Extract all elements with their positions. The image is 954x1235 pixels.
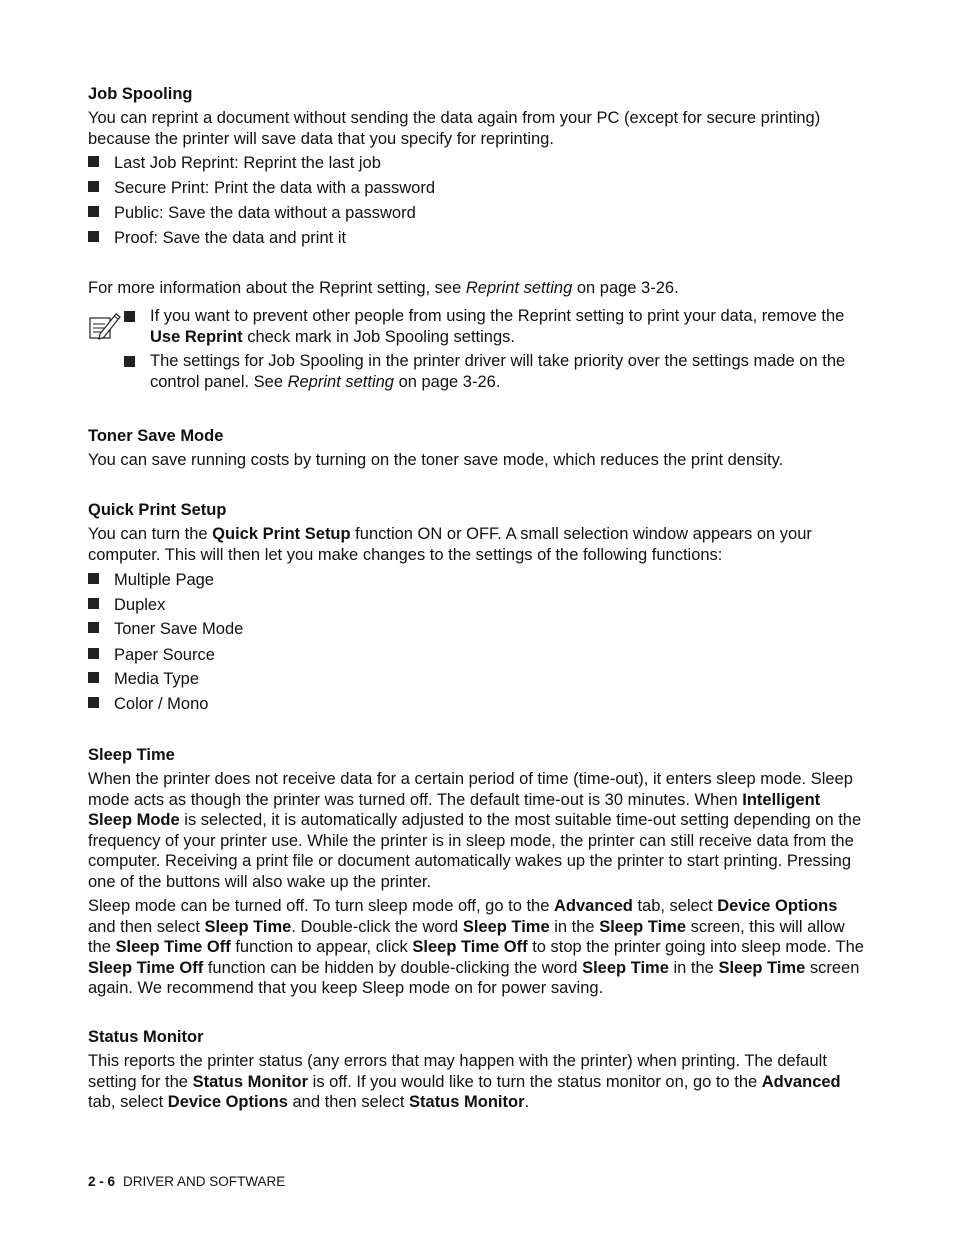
sleep-time-paragraph-2: [88, 896, 864, 999]
bold-term: Sleep Time Off: [412, 938, 528, 956]
toner-save-text: You can save running costs by turning on the toner save mode, which reduces the print density.: [88, 451, 784, 469]
list-item: Proof: Save the data and print it: [88, 228, 346, 248]
toner-save-heading: Toner Save Mode: [88, 427, 224, 445]
text-run: in the: [549, 917, 600, 936]
bullet-square-icon: [88, 573, 99, 584]
bullet-square-icon: [124, 356, 135, 367]
list-item: Toner Save Mode: [88, 619, 243, 639]
bullet-square-icon: [124, 311, 135, 322]
sleep-time-paragraph-1: When the printer does not receive data for a certain period of time (time-out), it enters sleep mode. Sleep mode acts as though the printer was turned off. The default time-out is 30 minutes. When Intelligent Sleep Mode is selected, it is automatically adjusted to the most suitable time-out setting depending on the frequency of your printer use. While the printer is in sleep mode, the printer can still receive data from the computer. Receiving a print file or document automatically wakes up the printer to start printing. Pressing one of the buttons will also wake up the printer.: [88, 770, 862, 891]
job-spooling-intro: You can reprint a document without sending the data again from your PC (except for secure printing) because the printer will save data that you specify for reprinting.: [88, 109, 821, 148]
text-run: function to appear, click: [230, 938, 413, 956]
bold-term: Advanced: [761, 1072, 841, 1091]
bold-term: Sleep Time: [718, 958, 806, 977]
status-monitor-paragraph: [88, 1051, 864, 1113]
text-run: to stop the printer going into sleep mode. The: [527, 938, 864, 956]
list-item: Color / Mono: [88, 694, 208, 714]
note-pencil-icon: [88, 310, 122, 342]
text-run: screen again. We recommend that you keep Sleep mode on for power saving.: [88, 958, 860, 997]
page-footer: [88, 1174, 285, 1190]
footer-section: DRIVER AND SOFTWARE: [123, 1174, 286, 1189]
bold-term: Status Monitor: [409, 1093, 525, 1111]
reprint-setting-link[interactable]: Reprint setting: [465, 279, 573, 297]
sleep-time-heading: Sleep Time: [88, 746, 175, 764]
job-spooling-heading: Job Spooling: [88, 85, 193, 103]
text-run: This reports the printer status (any errors that may happen with the printer) when printing. The default setting for the: [88, 1052, 827, 1091]
bold-term: Sleep Time: [204, 917, 292, 936]
bold-term: Device Options: [167, 1093, 288, 1111]
bold-term: Sleep Time Off: [88, 958, 204, 977]
text-run: screen, this will allow the: [88, 917, 845, 956]
bold-term: Status Monitor: [192, 1072, 309, 1091]
bold-term: Advanced: [554, 897, 633, 915]
bold-term: Sleep Time: [462, 917, 550, 936]
quick-print-heading: Quick Print Setup: [88, 501, 227, 519]
bullet-square-icon: [88, 231, 99, 242]
list-item: Secure Print: Print the data with a password: [88, 178, 435, 198]
bold-term: Sleep Time Off: [115, 938, 231, 956]
bold-term: Device Options: [717, 897, 838, 915]
text-run: in the: [668, 958, 719, 977]
list-item: Media Type: [88, 669, 199, 689]
bullet-square-icon: [88, 648, 99, 659]
page-number: 2 - 6: [88, 1174, 116, 1189]
quick-print-text: You can turn the Quick Print Setup function ON or OFF. A small selection window appears on your computer. This will then let you make changes to the settings of the following functions:: [88, 525, 812, 564]
bullet-square-icon: [88, 598, 99, 609]
text-run: tab, select: [632, 897, 718, 915]
status-monitor-heading: Status Monitor: [88, 1028, 204, 1046]
text-run: function can be hidden by double-clicking the word: [203, 958, 583, 977]
bullet-square-icon: [88, 697, 99, 708]
list-item: Paper Source: [88, 645, 215, 665]
reprint-setting-link[interactable]: Reprint setting: [287, 372, 394, 391]
bullet-square-icon: [88, 181, 99, 192]
text-run: is off. If you would like to turn the status monitor on, go to the: [308, 1072, 762, 1091]
bold-term: Sleep Time: [582, 958, 669, 977]
text-run: and then select: [287, 1093, 410, 1111]
text-run: Sleep mode can be turned off. To turn sleep mode off, go to the: [88, 897, 554, 915]
list-item: Public: Save the data without a password: [88, 203, 416, 223]
reprint-reference: For more information about the Reprint setting, see Reprint setting on page 3-26.: [88, 279, 679, 297]
bold-term: Sleep Time: [599, 917, 687, 936]
bullet-square-icon: [88, 672, 99, 683]
list-item: Last Job Reprint: Reprint the last job: [88, 153, 381, 173]
bullet-square-icon: [88, 156, 99, 167]
list-item: Multiple Page: [88, 570, 214, 590]
list-item: Duplex: [88, 595, 165, 615]
bullet-square-icon: [88, 206, 99, 217]
bullet-square-icon: [88, 622, 99, 633]
text-run: .: [524, 1093, 530, 1111]
text-run: . Double-click the word: [291, 917, 463, 936]
text-run: tab, select: [88, 1093, 168, 1111]
text-run: and then select: [88, 917, 205, 936]
